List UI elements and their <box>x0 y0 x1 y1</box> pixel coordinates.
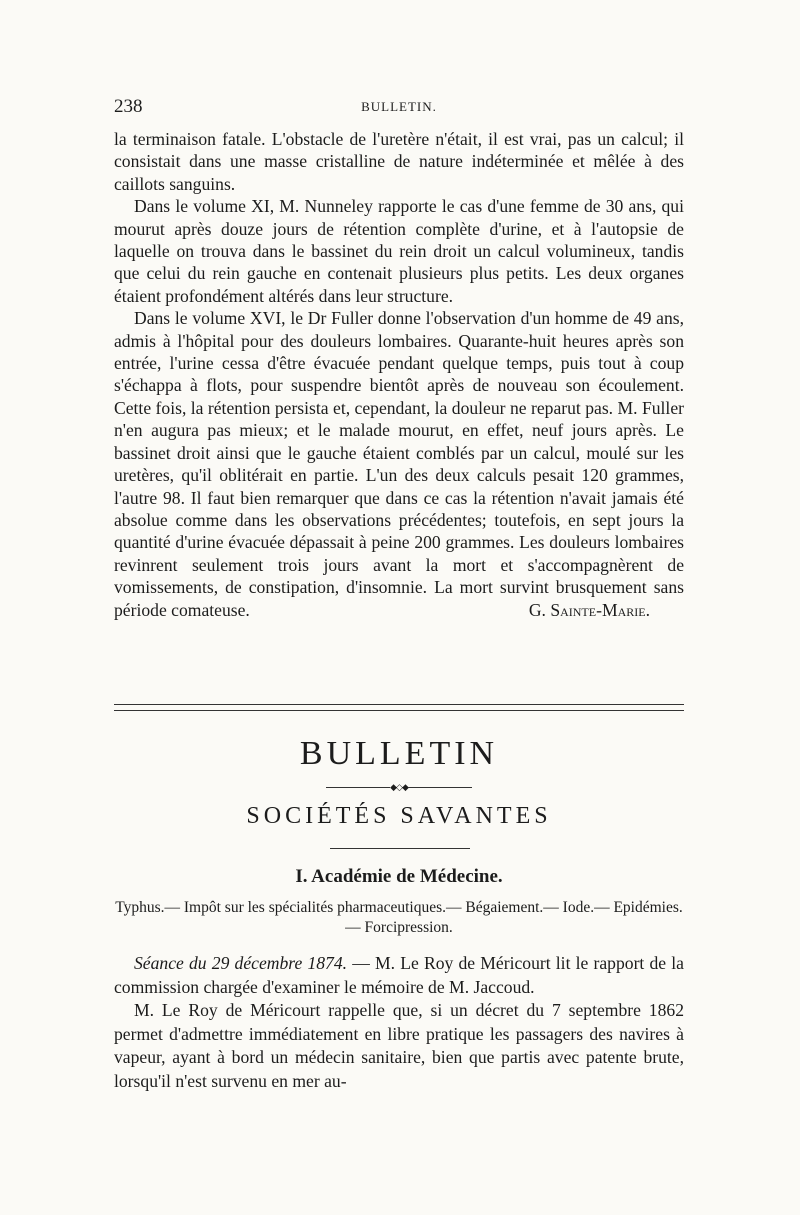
last-paragraph: M. Le Roy de Méricourt rappelle que, si un décret du 7 septembre 1862 permet d'admettre immédiatement en libre pratique les passagers des navires à vapeur, ayant à bord un médecin sanitaire, bien que partis avec patente brute, lorsqu'il n'est survenu en mer au- <box>114 1000 684 1091</box>
ornament-line-left <box>326 787 390 788</box>
session-paragraph <box>114 952 684 999</box>
section-body <box>114 952 684 1093</box>
societies-title: SOCIÉTÉS SAVANTES <box>246 803 552 829</box>
ornament-divider <box>114 782 684 793</box>
ornament-glyph: ◆◇◆ <box>390 782 408 792</box>
author-signature: G. Sainte-Marie. <box>528 599 650 620</box>
paragraph-3 <box>114 307 684 621</box>
paragraph-1: la terminaison fatale. L'obstacle de l'uretère n'était, il est vrai, pas un calcul; il consistait dans une masse cristalline de nature indéterminée et mêlée à des caillots sanguins. <box>114 129 684 194</box>
session-date: Séance du 29 décembre 1874. <box>134 953 348 973</box>
double-rule-divider <box>114 704 684 711</box>
running-title: BULLETIN. <box>361 99 437 114</box>
article-body <box>114 128 684 621</box>
page-number: 238 <box>114 96 143 117</box>
session-text: — M. Le Roy de Méricourt lit le rapport de la commission chargée d'examiner le mémoire de M. Jaccoud. <box>114 953 684 997</box>
paragraph-2: Dans le volume XI, M. Nunneley rapporte le cas d'une femme de 30 ans, qui mourut après douze jours de rétention complète d'urine, et à l'autopsie de laquelle on trouva dans le bassinet du rein droit un calcul volumineux, tandis que celui du rein gauche en contenait plusieurs plus petits. Les deux organes étaient profondément altérés dans leur structure. <box>114 196 684 306</box>
running-head <box>114 96 684 122</box>
paragraph-3-text: Dans le volume XVI, le Dr Fuller donne l'observation d'un homme de 49 ans, admis à l'hôpital pour des douleurs lombaires. Quarante-huit heures après son entrée, l'urine cessa d'être évacuée pendant quelque temps, puis tout à coup s'échappa à flots, pour suspendre bientôt après de nouveau son écoulement. Cette fois, la rétention persista et, cependant, la douleur ne reparut pas. M. Fuller n'en augura pas mieux; et le malade mourut, en effet, neuf jours après. Le bassinet droit ainsi que le gauche étaient comblés par un calcul, moulé sur les uretères, qu'il oblitérait en partie. L'un des deux calculs pesait 120 grammes, l'autre 98. Il faut bien remarquer que dans ce cas la rétention n'avait jamais été absolue comme dans les observations précédentes; toutefois, en sept jours la quantité d'urine évacuée dépassait à peine 200 grammes. Les douleurs lombaires revinrent seulement trois jours avant la mort et s'accompagnèrent de vomissements, de constipation, d'insomnie. La mort survint brusquement sans période comateuse. <box>114 308 684 620</box>
section-heading: I. Académie de Médecine. <box>295 866 503 887</box>
ornament-line-right <box>408 787 472 788</box>
bulletin-title: BULLETIN <box>299 735 499 772</box>
short-rule-divider <box>330 848 470 849</box>
section-topics: Typhus.— Impôt sur les spécialités pharmaceutiques.— Bégaiement.— Iode.— Epidémies.— Forcipression. <box>115 899 683 936</box>
